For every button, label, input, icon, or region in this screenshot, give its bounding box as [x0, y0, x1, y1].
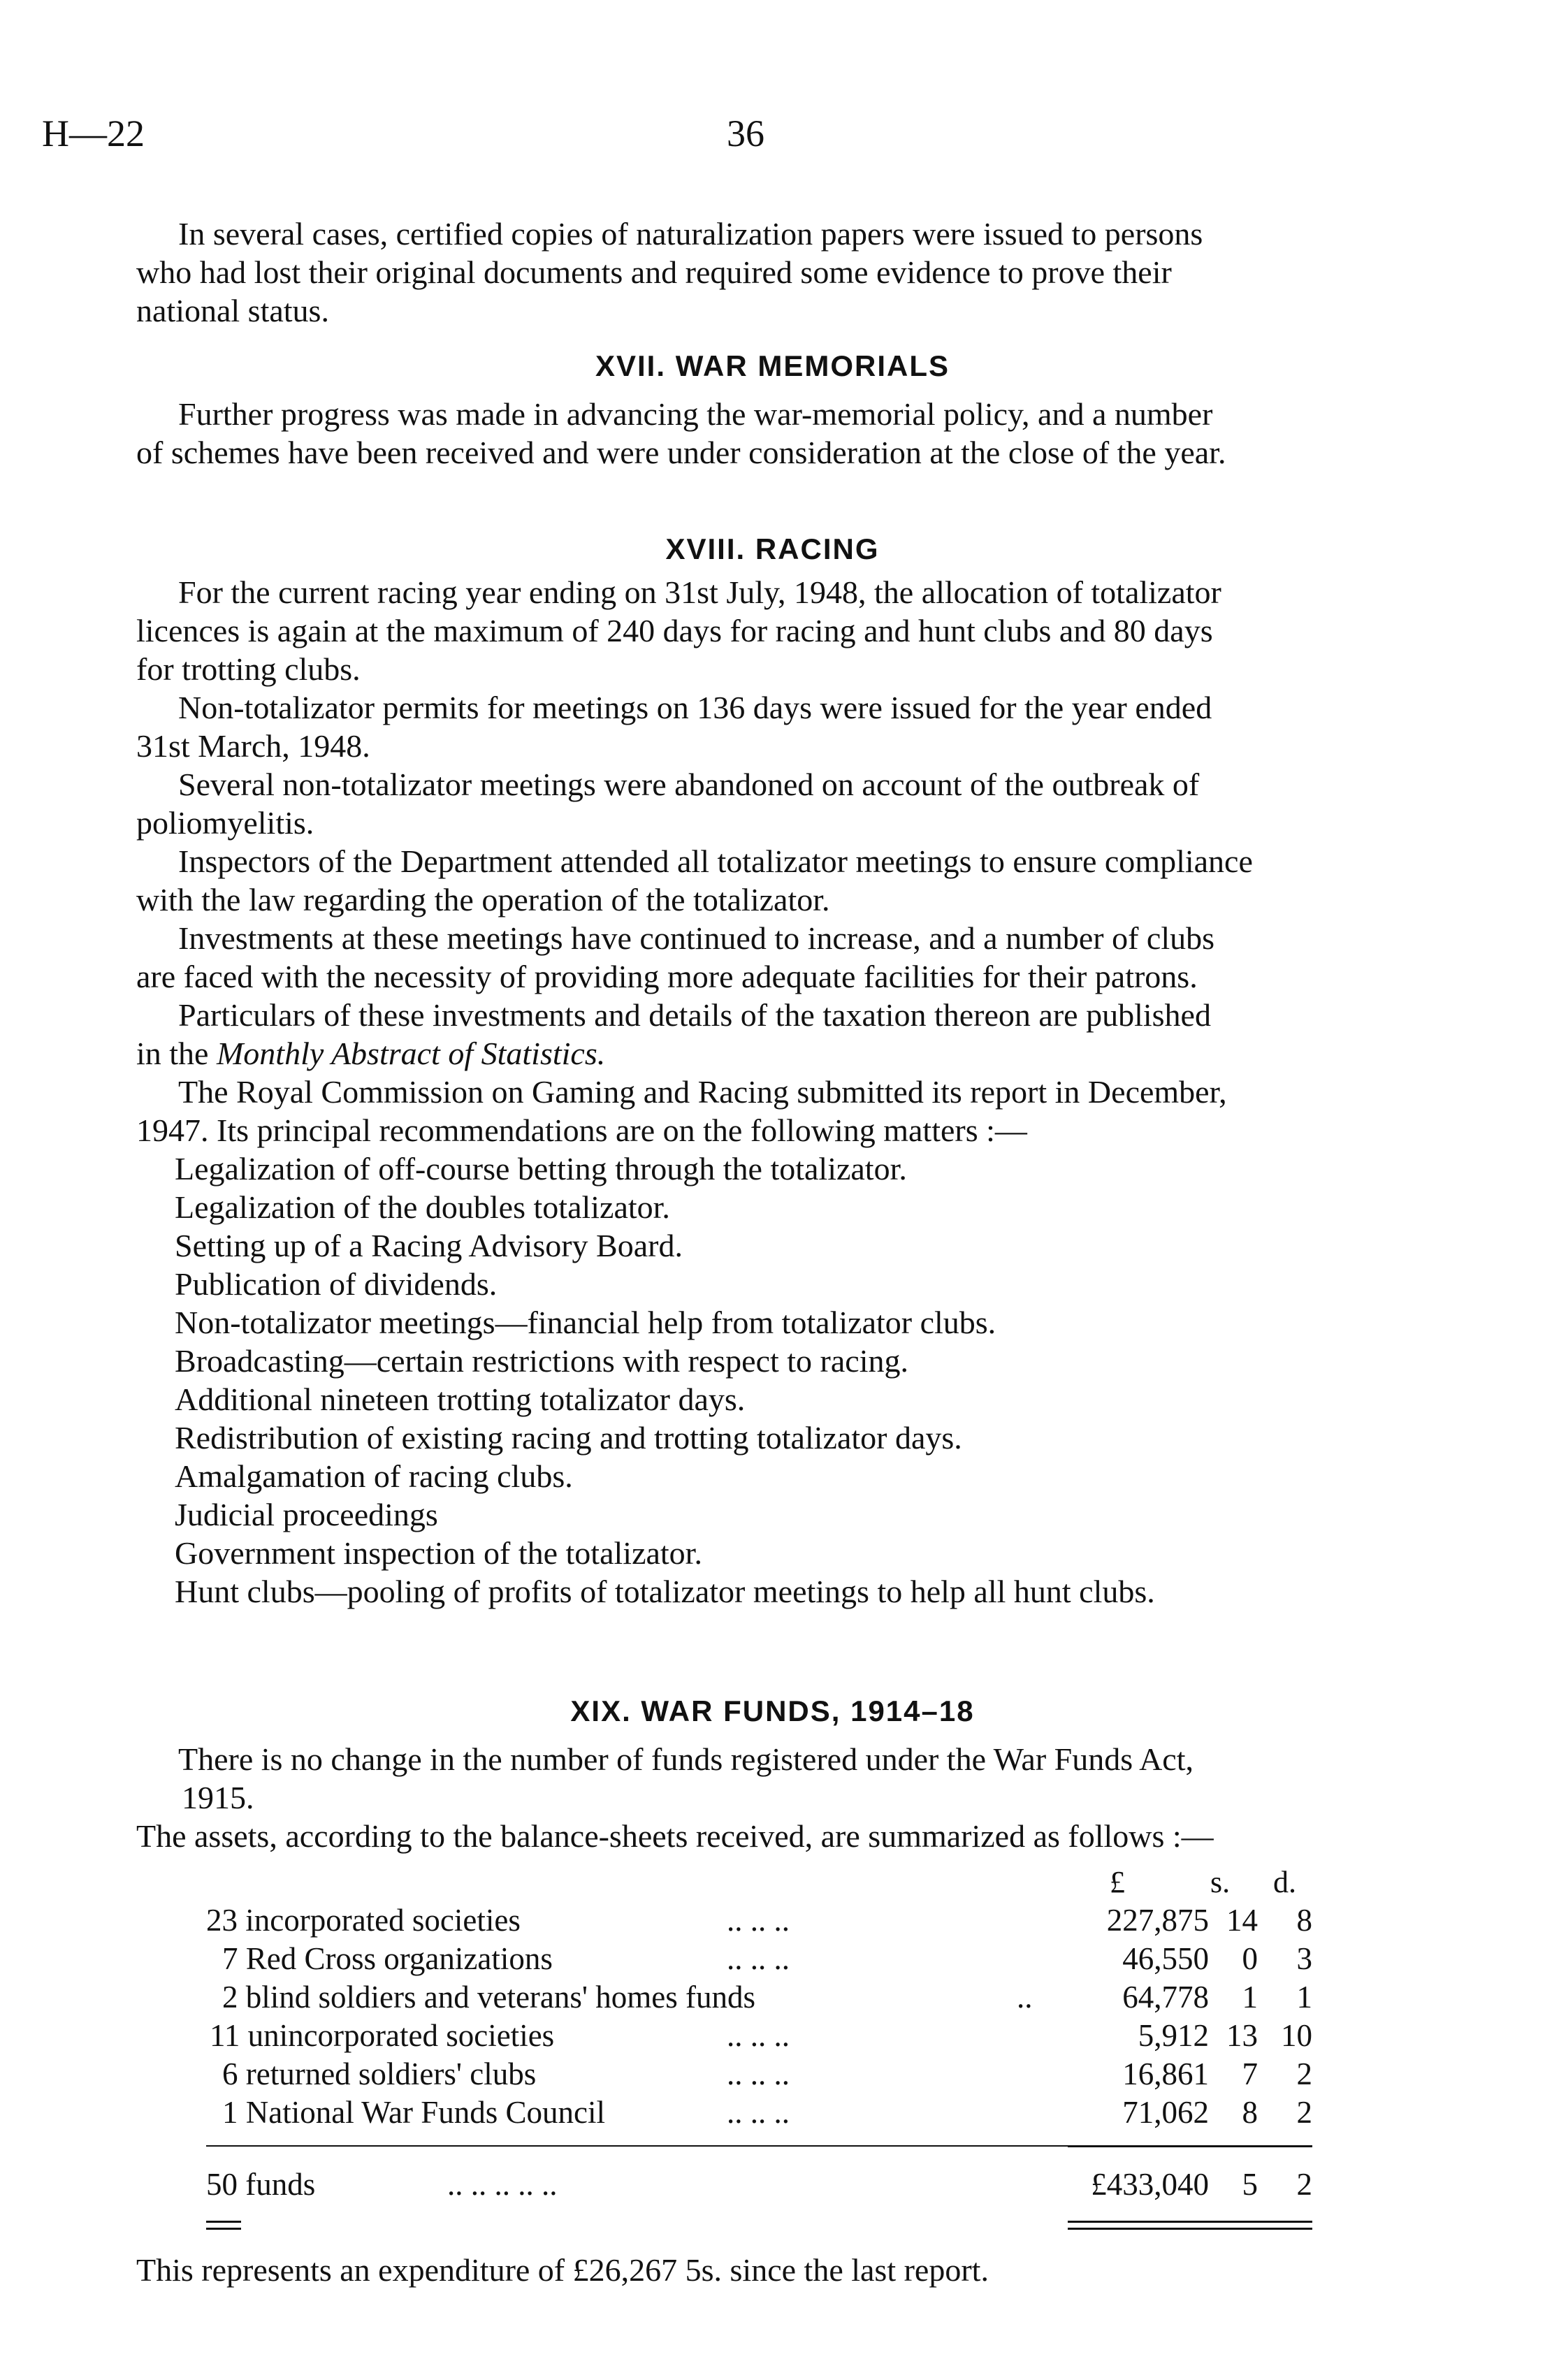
racing-paragraph-2	[136, 688, 1450, 765]
amount-pounds: 16,861	[1122, 2056, 1209, 2091]
list-item: Broadcasting—certain restrictions with respect to racing.	[175, 1343, 908, 1379]
text-line: Investments at these meetings have continued to increase, and a number of clubs	[178, 920, 1215, 956]
list-item: Additional nineteen trotting totalizator days.	[175, 1381, 746, 1417]
racing-paragraph-3	[136, 765, 1450, 842]
page-number: 36	[727, 113, 764, 154]
amount-shillings: 8	[1242, 2095, 1258, 2130]
amount-pounds: 227,875	[1106, 1903, 1209, 1938]
war-memorials-paragraph	[136, 395, 1450, 472]
text-line: Several non-totalizator meetings were abandoned on account of the outbreak of	[178, 767, 1200, 802]
column-header-shillings: s.	[1210, 1865, 1231, 1899]
total-amount-shillings: 5	[1242, 2167, 1258, 2202]
total-label: 50 funds	[206, 2167, 316, 2202]
text-line: who had lost their original documents and required some evidence to prove their	[136, 254, 1172, 290]
amount-shillings: 13	[1226, 2018, 1258, 2053]
text-line: In several cases, certified copies of naturalization papers were issued to persons	[178, 216, 1203, 252]
war-funds-paragraph-2	[136, 1817, 1450, 1855]
subtotal-rule-amount	[1068, 2145, 1312, 2147]
list-item: Non-totalizator meetings—financial help from totalizator clubs.	[175, 1305, 996, 1340]
text-line: There is no change in the number of funds registered under the War Funds Act,	[178, 1741, 1194, 1777]
text-line: Further progress was made in advancing the war-memorial policy, and a number	[178, 396, 1213, 432]
text-line: licences is again at the maximum of 240 days for racing and hunt clubs and 80 days	[136, 613, 1213, 648]
text-line: 1947. Its principal recommendations are on the following matters :—	[136, 1112, 1027, 1148]
text-line: for trotting clubs.	[136, 651, 361, 687]
leader-dots: .. .. ..	[727, 1903, 790, 1938]
double-rule-top	[1068, 2221, 1312, 2223]
closing-sentence: This represents an expenditure of £26,267 5s. since the last report.	[136, 2252, 989, 2288]
total-amount-pence: 2	[1296, 2167, 1312, 2202]
leader-dots: .. .. ..	[727, 2018, 790, 2053]
double-rule-bottom	[1068, 2228, 1312, 2230]
text-line	[136, 1034, 1450, 1073]
list-item: Amalgamation of racing clubs.	[175, 1458, 573, 1494]
column-header-pence: d.	[1273, 1865, 1296, 1899]
text-line: The Royal Commission on Gaming and Racing submitted its report in December,	[178, 1074, 1227, 1110]
list-item: Judicial proceedings	[175, 1497, 438, 1532]
text-line: Inspectors of the Department attended all totalizator meetings to ensure compliance	[178, 843, 1253, 879]
amount-pounds: 46,550	[1122, 1941, 1209, 1976]
column-header-pounds: £	[1110, 1865, 1125, 1899]
amount-pence: 10	[1281, 2018, 1312, 2053]
amount-shillings: 14	[1226, 1903, 1258, 1938]
amount-shillings: 1	[1242, 1980, 1258, 2015]
list-item: Publication of dividends.	[175, 1266, 498, 1302]
section-heading-war-memorials: XVII. WAR MEMORIALS	[595, 349, 950, 382]
text-line: 31st March, 1948.	[136, 728, 370, 764]
list-item: Legalization of the doubles totalizator.	[175, 1189, 670, 1225]
text-line: Particulars of these investments and details of the taxation thereon are published	[178, 997, 1211, 1033]
amount-shillings: 7	[1242, 2056, 1258, 2091]
amount-pounds: 64,778	[1122, 1980, 1209, 2015]
amount-pence: 2	[1296, 2095, 1312, 2130]
list-item: Legalization of off-course betting through the totalizator.	[175, 1151, 907, 1187]
text-line: For the current racing year ending on 31st July, 1948, the allocation of totalizator	[178, 574, 1221, 610]
war-funds-paragraph-1	[136, 1740, 1450, 1817]
leader-dots: .. .. .. .. ..	[447, 2167, 558, 2202]
racing-paragraph-1	[136, 573, 1450, 688]
row-label: 2 blind soldiers and veterans' homes funds	[222, 1980, 755, 2015]
row-label: 7 Red Cross organizations	[222, 1941, 553, 1976]
racing-paragraph-6	[136, 996, 1450, 1073]
row-label: 11 unincorporated societies	[210, 2018, 555, 2053]
list-item: Government inspection of the totalizator.	[175, 1535, 702, 1571]
leader-dots: ..	[1017, 1980, 1033, 2015]
row-label: 23 incorporated societies	[206, 1903, 521, 1938]
amount-pounds: 71,062	[1122, 2095, 1209, 2130]
row-label: 6 returned soldiers' clubs	[222, 2056, 537, 2091]
amount-shillings: 0	[1242, 1941, 1258, 1976]
leader-dots: .. .. ..	[727, 2056, 790, 2091]
amount-pounds: 5,912	[1138, 2018, 1209, 2053]
section-heading-war-funds: XIX. WAR FUNDS, 1914–18	[570, 1695, 975, 1727]
text-line: poliomyelitis.	[136, 805, 314, 841]
racing-paragraph-5	[136, 919, 1450, 996]
racing-paragraph-7	[136, 1073, 1450, 1149]
text-line: 1915.	[182, 1780, 254, 1815]
leader-dots: .. .. ..	[727, 1941, 790, 1976]
list-item: Redistribution of existing racing and trotting totalizator days.	[175, 1420, 962, 1456]
double-rule-top	[206, 2221, 241, 2223]
amount-pence: 8	[1296, 1903, 1312, 1938]
section-heading-racing: XVIII. RACING	[665, 532, 880, 565]
list-item: Setting up of a Racing Advisory Board.	[175, 1228, 683, 1263]
intro-paragraph	[136, 215, 1450, 330]
amount-pence: 3	[1296, 1941, 1312, 1976]
text-line: with the law regarding the operation of the totalizator.	[136, 882, 830, 917]
text-line: Non-totalizator permits for meetings on 136 days were issued for the year ended	[178, 690, 1212, 725]
leader-dots: .. .. ..	[727, 2095, 790, 2130]
text-fragment: in the	[136, 1036, 217, 1071]
amount-pence: 2	[1296, 2056, 1312, 2091]
amount-pence: 1	[1296, 1980, 1312, 2015]
recommendations-list	[175, 1149, 1467, 1611]
row-label: 1 National War Funds Council	[222, 2095, 605, 2130]
text-line: of schemes have been received and were under consideration at the close of the year.	[136, 435, 1226, 470]
racing-paragraph-4	[136, 842, 1450, 919]
document-reference: H—22	[42, 113, 145, 154]
publication-title: Monthly Abstract of Statistics.	[216, 1036, 606, 1071]
text-line: The assets, according to the balance-sheets received, are summarized as follows :—	[136, 1818, 1214, 1854]
list-item: Hunt clubs—pooling of profits of totalizator meetings to help all hunt clubs.	[175, 1574, 1155, 1609]
text-line: are faced with the necessity of providing more adequate facilities for their patrons.	[136, 959, 1198, 994]
double-rule-bottom	[206, 2228, 241, 2230]
text-line: national status.	[136, 293, 329, 328]
total-amount-pounds: £433,040	[1091, 2167, 1209, 2202]
